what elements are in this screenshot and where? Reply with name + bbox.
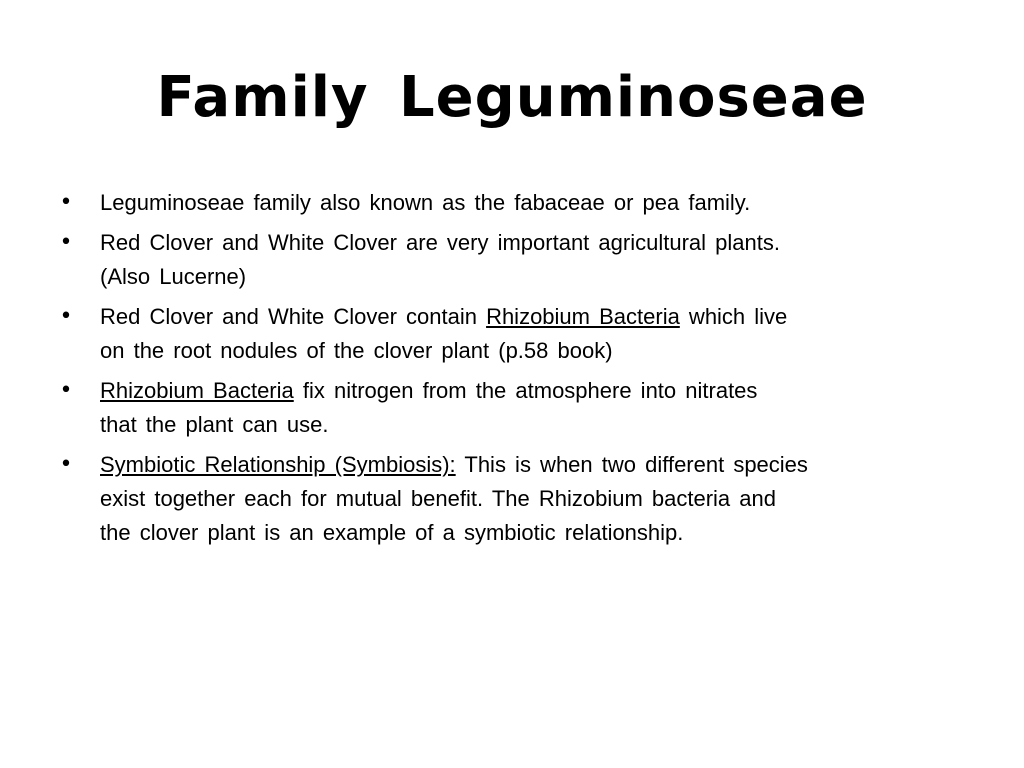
bullet-item: [56, 186, 956, 220]
bullet-glyph: •: [59, 230, 73, 255]
slide-title: Family Leguminoseae: [156, 65, 868, 130]
bullet-item: [56, 226, 956, 294]
underlined-term: Symbiotic Relationship (Symbiosis):: [100, 452, 456, 477]
bullet-text-post: fix nitrogen from the atmosphere into nitrates: [293, 378, 758, 403]
bullet-glyph: •: [59, 452, 73, 477]
bullet-list: [56, 186, 956, 556]
bullet-text-line2: exist together each for mutual benefit. The Rhizobium bacteria and: [100, 486, 776, 511]
bullet-text-line2: on the root nodules of the clover plant (p.58 book): [100, 338, 613, 363]
bullet-item: [56, 374, 956, 442]
bullet-text: Leguminoseae family also known as the fabaceae or pea family.: [100, 190, 751, 215]
bullet-text-pre: Red Clover and White Clover contain: [100, 304, 487, 329]
bullet-glyph: •: [59, 190, 73, 215]
bullet-glyph: •: [59, 304, 73, 329]
bullet-item: [56, 300, 956, 368]
bullet-glyph: •: [59, 378, 73, 403]
bullet-text-post: which live: [679, 304, 788, 329]
underlined-term: Rhizobium Bacteria: [100, 378, 294, 403]
bullet-text-line3: the clover plant is an example of a symbiotic relationship.: [100, 520, 684, 545]
bullet-text-post: This is when two different species: [455, 452, 808, 477]
bullet-item: [56, 448, 956, 550]
bullet-text-line2: (Also Lucerne): [100, 264, 247, 289]
underlined-term: Rhizobium Bacteria: [486, 304, 680, 329]
bullet-text-line2: that the plant can use.: [100, 412, 329, 437]
bullet-text-line1: Red Clover and White Clover are very important agricultural plants.: [100, 230, 780, 255]
